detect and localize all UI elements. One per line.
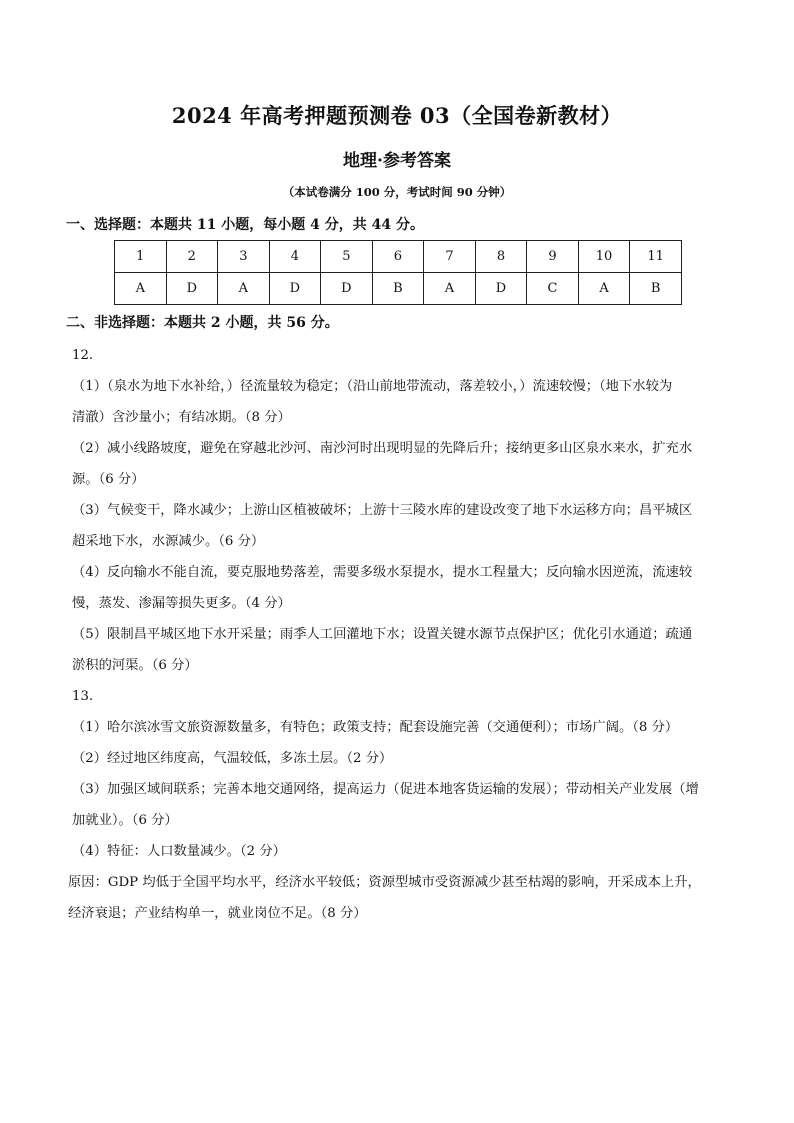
question-number: 4 [269,241,321,273]
section-choice-heading: 一、选择题：本题共 11 小题，每小题 4 分，共 44 分。 [66,217,424,233]
question-number: 3 [218,241,270,273]
answer-cell: B [630,273,682,305]
exam-note: （本试卷满分 100 分，考试时间 90 分钟） [282,185,512,199]
answer-cell: C [527,273,579,305]
q13-reason-line-1: 原因：GDP 均低于全国平均水平，经济水平较低；资源型城市受资源减少甚至枯竭的影响，开采成本上升， [68,875,701,890]
section-nonchoice-heading: 二、非选择题：本题共 2 小题，共 56 分。 [66,315,339,331]
answer-cell: A [578,273,630,305]
answer-body [68,340,726,929]
question-13-number: 13. [72,689,94,704]
answer-cell: A [115,273,167,305]
answer-cell: A [424,273,476,305]
question-number: 1 [115,241,167,273]
q12-answer-1-line-2: 清澈）含沙量小；有结冰期。（8 分） [72,410,291,425]
page-subtitle: 地理·参考答案 [343,151,451,171]
q13-answer-4: （4）特征：人口数量减少。（2 分） [72,844,286,859]
q12-answer-5-line-2: 淤积的河渠。（6 分） [72,658,198,673]
q12-answer-3-line-1: （3）气候变干，降水减少；上游山区植被破坏；上游十三陵水库的建设改变了地下水运移方向；昌平城区 [72,503,693,518]
question-12-number: 12. [72,348,94,363]
q12-answer-1-line-1: （1）（泉水为地下水补给，）径流量较为稳定；（沿山前地带流动，落差较小，）流速较慢；（地下水较为 [72,379,673,394]
answer-cell: D [166,273,218,305]
page-title: 2024 年高考押题预测卷 03（全国卷新教材） [171,103,623,128]
q13-answer-3-line-1: （3）加强区域间联系；完善本地交通网络，提高运力（促进本地客货运输的发展）；带动相关产业发展（增 [72,782,699,797]
answer-table-number-row [115,241,682,273]
question-number: 8 [475,241,527,273]
q13-answer-1: （1）哈尔滨冰雪文旅资源数量多，有特色；政策支持；配套设施完善（交通便利）；市场广阔。（8 分） [72,720,679,735]
q12-answer-3-line-2: 超采地下水，水源减少。（6 分） [72,534,265,549]
question-number: 11 [630,241,682,273]
question-number: 5 [321,241,373,273]
answer-cell: B [372,273,424,305]
question-number: 6 [372,241,424,273]
q13-answer-2: （2）经过地区纬度高，气温较低，多冻土层。（2 分） [72,751,393,766]
question-number: 2 [166,241,218,273]
question-number: 10 [578,241,630,273]
q12-answer-4-line-2: 慢，蒸发、渗漏等损失更多。（4 分） [72,596,291,611]
answer-cell: D [475,273,527,305]
answer-table-answer-row [115,273,682,305]
q12-answer-2-line-1: （2）减小线路坡度，避免在穿越北沙河、南沙河时出现明显的先降后升；接纳更多山区泉水来水，扩充水 [72,441,693,456]
answer-table [114,240,682,305]
question-number: 9 [527,241,579,273]
question-number: 7 [424,241,476,273]
q12-answer-4-line-1: （4）反向输水不能自流，要克服地势落差，需要多级水泵提水，提水工程量大；反向输水因逆流，流速较 [72,565,693,580]
answer-cell: A [218,273,270,305]
answer-cell: D [321,273,373,305]
q12-answer-2-line-2: 源。（6 分） [72,472,145,487]
q13-answer-3-line-2: 加就业）。（6 分） [72,813,178,828]
q12-answer-5-line-1: （5）限制昌平城区地下水开采量；雨季人工回灌地下水；设置关键水源节点保护区；优化引水通道；疏通 [72,627,693,642]
q13-reason-line-2: 经济衰退；产业结构单一，就业岗位不足。（8 分） [68,906,367,921]
answer-cell: D [269,273,321,305]
